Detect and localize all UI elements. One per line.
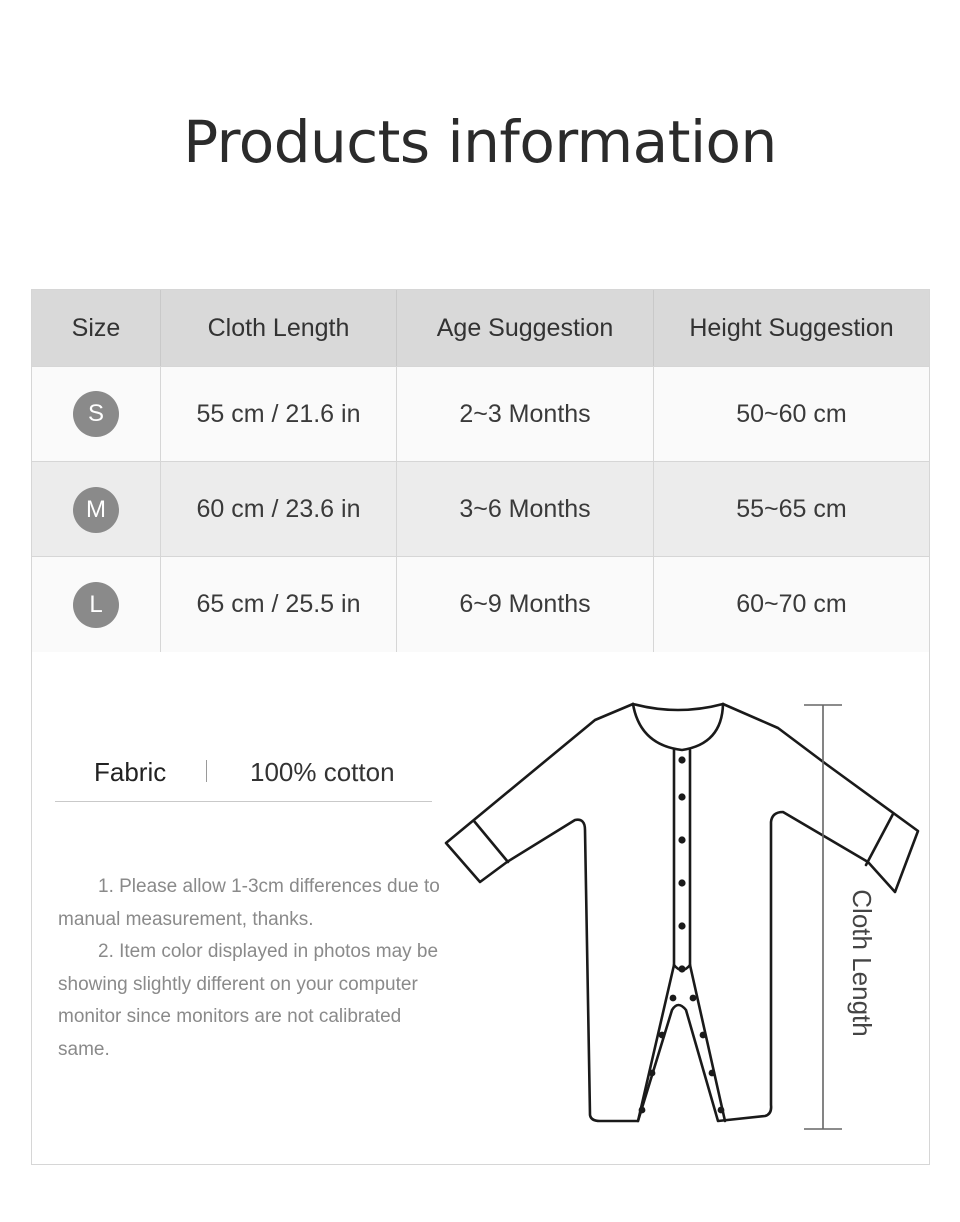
- age-cell: 6~9 Months: [397, 557, 654, 652]
- size-cell: [32, 557, 161, 652]
- size-badge: S: [73, 391, 119, 437]
- header-cloth-length: Cloth Length: [161, 290, 397, 366]
- size-cell: [32, 462, 161, 557]
- height-cell: 60~70 cm: [736, 590, 847, 618]
- height-cell: 50~60 cm: [736, 399, 847, 428]
- page-title: Products information: [183, 108, 777, 176]
- height-cell: 55~65 cm: [736, 495, 847, 523]
- note-item: 2. Item color displayed in photos may be showing slightly different on your computer monitor since monitors are not calibrated same.: [58, 941, 439, 1060]
- cloth-length-cell: 55 cm / 21.6 in: [161, 367, 397, 461]
- fabric-divider: [206, 760, 207, 782]
- fabric-value: 100% cotton: [250, 757, 395, 787]
- age-cell: 2~3 Months: [397, 367, 654, 461]
- header-height-suggestion: Height Suggestion: [689, 313, 894, 342]
- table-row: [32, 366, 929, 461]
- table-row: [32, 556, 929, 652]
- note-item: 1. Please allow 1-3cm differences due to manual measurement, thanks.: [58, 876, 440, 930]
- cloth-length-dimension-label: Cloth Length: [847, 889, 877, 1037]
- cloth-length-cell: 60 cm / 23.6 in: [161, 462, 397, 557]
- notes: [58, 871, 448, 1067]
- size-badge: L: [73, 582, 119, 628]
- header-size: Size: [32, 290, 161, 366]
- fabric-underline: [55, 801, 432, 802]
- age-cell: 3~6 Months: [397, 462, 654, 557]
- fabric-label: Fabric: [94, 757, 167, 787]
- size-cell: [32, 367, 161, 461]
- size-table: [31, 289, 930, 651]
- size-badge: M: [73, 487, 119, 533]
- header-age-suggestion: Age Suggestion: [397, 290, 654, 366]
- table-header-row: [32, 290, 929, 366]
- cloth-length-cell: 65 cm / 25.5 in: [161, 557, 397, 652]
- table-row: [32, 461, 929, 557]
